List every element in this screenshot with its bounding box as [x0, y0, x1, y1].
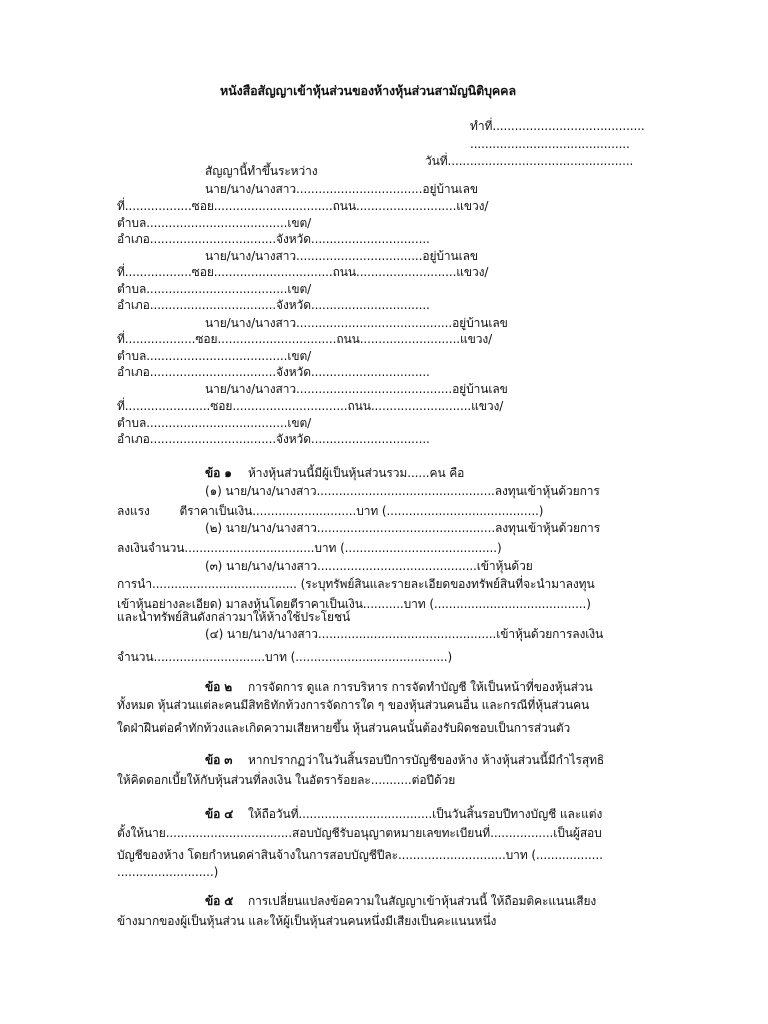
clause-1-partner-2-line-a: (๒) นาย/นาง/นางสาว................................................ลงทุนเข้าหุ้นด้วยการ — [205, 521, 601, 535]
clause-2-line-2: ทั้งหมด หุ้นส่วนแต่ละคนมีสิทธิทักท้วงการจัดการใด ๆ ของหุ้นส่วนคนอื่น และกรณีที่หุ้นส่วนคน — [117, 698, 590, 712]
clause-1-label: ข้อ ๑ — [205, 466, 232, 480]
document-title: หนังสือสัญญาเข้าหุ้นส่วนของห้างหุ้นส่วนสามัญนิติบุคคล — [220, 83, 517, 98]
clause-1-partner-4-line-b: จำนวน..............................บาท (.........................................) — [117, 650, 453, 664]
clause-5-label: ข้อ ๕ — [205, 894, 234, 908]
partner-2-district-line: ตำบล......................................เขต/ — [117, 282, 312, 296]
place-field-continued: ........................................... — [470, 137, 630, 151]
partner-3-address-line: ที่...................ซอย................................ถนน...........................แขวง/ — [117, 332, 493, 346]
partner-2-province-line: อำเภอ..................................จังหวัด................................ — [117, 298, 430, 312]
partner-4-address-line: ที่.......................ซอย...............................ถนน...........................แขวง/ — [117, 399, 504, 413]
clause-4-line-1: ให้ถือวันที่....................................เป็นวันสิ้นรอบปีทางบัญชี และแต่ง — [248, 807, 603, 821]
partner-1-name-line: นาย/นาง/นางสาว..................................อยู่บ้านเลข — [205, 182, 479, 196]
clause-1-partner-3-line-c: เข้าหุ้นอย่างละเอียด) มาลงหุ้นโดยตีราคาเป็นเงิน...........บาท (.........................................) — [117, 597, 591, 611]
partner-1-address-line: ที่..................ซอย................................ถนน...........................แขวง/ — [117, 199, 489, 213]
clause-3-label: ข้อ ๓ — [205, 753, 233, 767]
clause-2-line-1: การจัดการ ดูแล การบริหาร การจัดทำบัญชี ให้เป็นหน้าที่ของหุ้นส่วน — [248, 680, 593, 694]
clause-1-partner-4-line-a: (๔) นาย/นาง/นางสาว................................................เข้าหุ้นด้วยการลงเงิน — [205, 627, 604, 641]
intro-text: สัญญานี้ทำขึ้นระหว่าง — [205, 164, 318, 178]
partner-1-district-line: ตำบล......................................เขต/ — [117, 216, 312, 230]
clause-4-line-2: ตั้งให้นาย..................................สอบบัญชีรับอนุญาตหมายเลขทะเบียนที่.................เป็นผู้สอบ — [117, 826, 602, 840]
clause-4-label: ข้อ ๔ — [205, 807, 234, 821]
clause-3-line-2: ให้คิดดอกเบี้ยให้กับหุ้นส่วนที่ลงเงิน ในอัตราร้อยละ...........ต่อปีด้วย — [117, 773, 456, 787]
clause-1-partner-1-line-a: (๑) นาย/นาง/นางสาว................................................ลงทุนเข้าหุ้นด้วยการ — [205, 484, 600, 498]
partner-1-province-line: อำเภอ..................................จังหวัด................................ — [117, 232, 430, 246]
clause-1-partner-2-line-b: ลงเงินจำนวน...................................บาท (.........................................) — [117, 541, 502, 555]
clause-5-line-2: ข้างมากของผู้เป็นหุ้นส่วน และให้ผู้เป็นหุ้นส่วนคนหนึ่งมีเสียงเป็นคะแนนหนึ่ง — [117, 914, 497, 928]
partner-3-name-line: นาย/นาง/นางสาว..........................................อยู่บ้านเลข — [205, 316, 508, 330]
clause-1-partner-3-line-d: และนำทรัพย์สินดังกล่าวมาให้ห้างใช้ประโยชน์ — [117, 610, 351, 624]
clause-1-partner-1-line-b: ลงแรง ตีราคาเป็นเงิน............................บาท (.........................................) — [117, 504, 544, 518]
clause-5-line-1: การเปลี่ยนแปลงข้อความในสัญญาเข้าหุ้นส่วนนี้ ให้ถือมติคะแนนเสียง — [248, 894, 597, 908]
clause-4-line-4: ..........................) — [117, 865, 219, 879]
date-field: วันที่.................................................. — [425, 154, 634, 168]
partner-2-address-line: ที่..................ซอย................................ถนน...........................แขวง/ — [117, 265, 489, 279]
partner-3-province-line: อำเภอ..................................จังหวัด................................ — [117, 365, 430, 379]
clause-4-line-3: บัญชีของห้าง โดยกำหนดค่าสินจ้างในการสอบบัญชีปีละ.............................บาท (.................. — [117, 848, 603, 862]
partner-4-district-line: ตำบล......................................เขต/ — [117, 416, 312, 430]
clause-3-line-1: หากปรากฏว่าในวันสิ้นรอบปีการบัญชีของห้าง ห้างหุ้นส่วนนี้มีกำไรสุทธิ — [248, 753, 605, 767]
partner-4-province-line: อำเภอ..................................จังหวัด................................ — [117, 432, 430, 446]
clause-1-text: ห้างหุ้นส่วนนี้มีผู้เป็นหุ้นส่วนรวม......คน คือ — [248, 466, 465, 480]
clause-1-partner-3-line-a: (๓) นาย/นาง/นางสาว...........................................เข้าหุ้นด้วย — [205, 559, 533, 573]
clause-2-line-3: ใดฝ่าฝืนต่อคำทักท้วงและเกิดความเสียหายขึ้น หุ้นส่วนคนนั้นต้องรับผิดชอบเป็นการส่วนตัว — [117, 721, 571, 735]
partner-4-name-line: นาย/นาง/นางสาว..........................................อยู่บ้านเลข — [205, 382, 508, 396]
clause-1-partner-3-line-b: การนำ....................................... (ระบุทรัพย์สินและรายละเอียดของทรัพย์สินที่จะนำมาลงทุน — [117, 577, 595, 591]
partner-2-name-line: นาย/นาง/นางสาว..................................อยู่บ้านเลข — [205, 249, 479, 263]
place-field: ทำที่......................................... — [470, 119, 645, 133]
clause-2-label: ข้อ ๒ — [205, 680, 233, 694]
partner-3-district-line: ตำบล......................................เขต/ — [117, 349, 312, 363]
